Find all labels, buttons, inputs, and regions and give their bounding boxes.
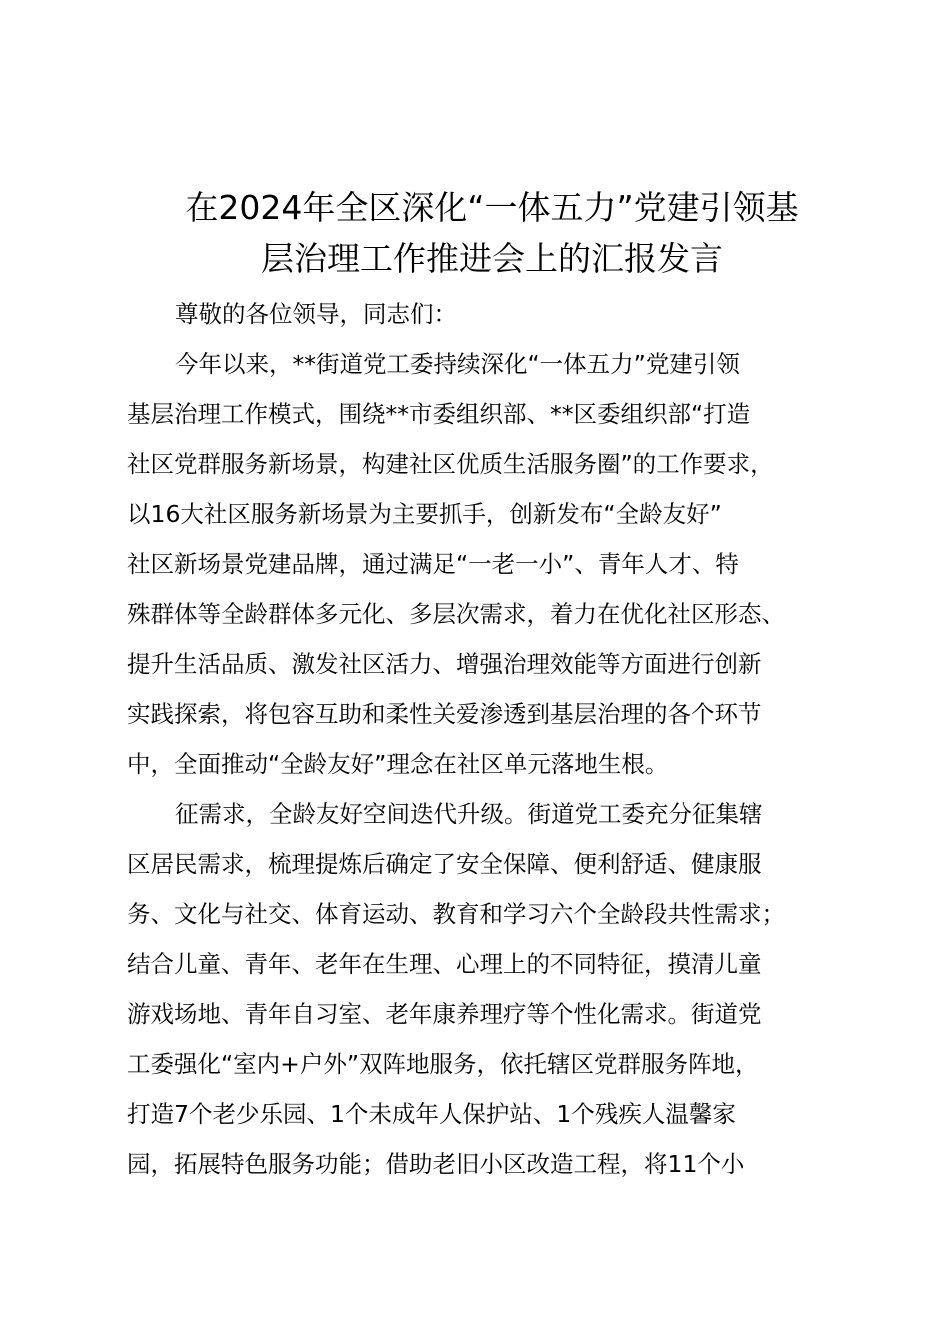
paragraph-line: 社区新场景党建品牌，通过满足“一老一小”、青年人才、特 [127, 550, 739, 578]
paragraph-line: 游戏场地、青年自习室、老年康养理疗等个性化需求。街道党 [127, 1000, 762, 1028]
document-page [127, 182, 857, 1189]
paragraph-line: 提升生活品质、激发社区活力、增强治理效能等方面进行创新 [127, 650, 762, 678]
paragraph-line: 结合儿童、青年、老年在生理、心理上的不同特征，摸清儿童 [127, 950, 762, 978]
title-line-2: 层治理工作推进会上的汇报发言 [261, 239, 723, 278]
document-body [127, 289, 857, 1189]
paragraph-line: 区居民需求，梳理提炼后确定了安全保障、便利舒适、健康服 [127, 850, 762, 878]
paragraph-line: 务、文化与社交、体育运动、教育和学习六个全龄段共性需求； [127, 900, 785, 928]
paragraph-line: 园，拓展特色服务功能；借助老旧小区改造工程，将11个小 [127, 1150, 745, 1178]
paragraph-line: 基层治理工作模式，围绕**市委组织部、**区委组织部“打造 [127, 400, 751, 428]
paragraph-1 [127, 339, 857, 789]
paragraph-line: 中，全面推动“全龄友好”理念在社区单元落地生根。 [127, 750, 669, 778]
paragraph-line: 工委强化“室内+户外”双阵地服务，依托辖区党群服务阵地， [127, 1050, 759, 1078]
paragraph-line: 实践探索，将包容互助和柔性关爱渗透到基层治理的各个环节 [127, 700, 762, 728]
paragraph-line: 社区党群服务新场景，构建社区优质生活服务圈”的工作要求， [127, 450, 774, 478]
paragraph-2 [127, 789, 857, 1189]
paragraph-line: 以16大社区服务新场景为主要抓手，创新发布“全龄友好” [127, 500, 722, 528]
title-line-1: 在2024年全区深化“一体五力”党建引领基 [185, 188, 799, 227]
paragraph-line: 征需求，全龄友好空间迭代升级。街道党工委充分征集辖 [175, 800, 763, 828]
salutation [127, 289, 857, 339]
paragraph-line: 殊群体等全龄群体多元化、多层次需求，着力在优化社区形态、 [127, 600, 785, 628]
paragraph-line: 打造7个老少乐园、1个未成年人保护站、1个残疾人温馨家 [127, 1100, 736, 1128]
salutation-text: 尊敬的各位领导，同志们： [175, 300, 457, 328]
paragraph-line: 今年以来，**街道党工委持续深化“一体五力”党建引领 [175, 350, 740, 378]
document-title [117, 182, 867, 284]
